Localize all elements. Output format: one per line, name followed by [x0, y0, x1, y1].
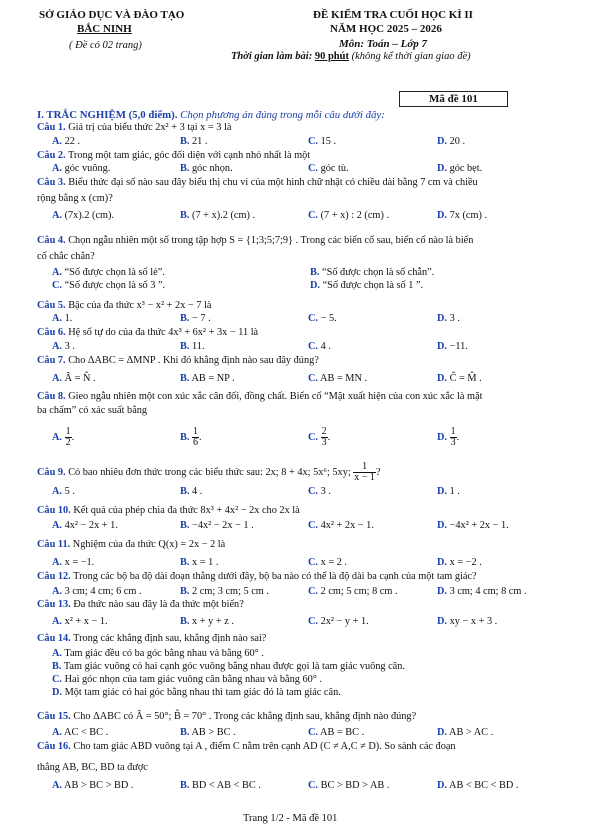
option-letter: D.: [310, 280, 321, 291]
answer-option[interactable]: [310, 280, 423, 291]
option-letter: B.: [180, 727, 190, 738]
option-denominator: 2: [65, 437, 71, 448]
question-text: [37, 391, 483, 403]
option-letter: A.: [52, 163, 63, 174]
option-letter: C.: [308, 616, 319, 627]
answer-option[interactable]: [180, 210, 255, 221]
option-text: x = 1 .: [192, 557, 219, 568]
question-number: Câu 14.: [37, 633, 71, 644]
question-number: Câu 15.: [37, 711, 71, 722]
fraction-numerator: 1: [353, 462, 376, 473]
option-letter: A.: [52, 616, 63, 627]
question-text-continued: [37, 193, 113, 205]
answer-option[interactable]: [180, 373, 235, 384]
option-letter: A.: [52, 373, 63, 384]
question-stem: Cho tam giác ABD vuông tại A , điểm C nằm trên cạnh AD (C ≠ A,C ≠ D). So sánh các đoạn: [73, 741, 456, 752]
option-text: BD < AB < BC .: [192, 780, 261, 791]
option-letter: B.: [180, 373, 190, 384]
option-denominator: 3: [450, 437, 456, 448]
option-letter: B.: [180, 586, 190, 597]
answer-option[interactable]: [52, 586, 142, 597]
question-tail: ?: [375, 466, 381, 478]
option-letter: D.: [437, 163, 448, 174]
option-letter: A.: [52, 648, 63, 659]
option-letter: B.: [52, 661, 62, 672]
time-label: Thời gian làm bài:: [231, 51, 313, 62]
option-text: − 7 .: [192, 313, 211, 324]
answer-option[interactable]: [52, 341, 75, 352]
answer-option[interactable]: [308, 486, 331, 497]
answer-option[interactable]: D. $\frac{1}{3}$ .: [437, 426, 460, 448]
option-text: Hai góc nhọn của tam giác vuông cân bằng nhau và bằng 60° .: [64, 674, 323, 685]
option-letter: D.: [437, 616, 448, 627]
question-stem: Đa thức nào sau đây là đa thức một biến?: [73, 599, 244, 610]
option-letter: B.: [180, 616, 190, 627]
option-letter: A.: [52, 431, 63, 443]
answer-option[interactable]: [437, 780, 518, 791]
option-letter: A.: [52, 267, 63, 278]
answer-option[interactable]: [52, 163, 110, 174]
option-text: 3 .: [320, 486, 331, 497]
option-text: 3 cm; 4 cm; 8 cm .: [449, 586, 527, 597]
option-text: 4 .: [192, 486, 203, 497]
option-letter: C.: [308, 210, 319, 221]
question-stem-line2: rộng bằng x (cm)?: [37, 193, 113, 204]
option-letter: A.: [52, 341, 63, 352]
option-letter: D.: [437, 520, 448, 531]
question-stem: Trong các bộ ba độ dài đoạn thẳng dưới đây, bộ ba nào có thể là độ dài ba cạnh của một tam giác?: [73, 571, 477, 582]
option-letter: D.: [52, 687, 63, 698]
option-text: (7 + x) : 2 (cm) .: [320, 210, 390, 221]
answer-option[interactable]: [180, 780, 261, 791]
option-text: 22 .: [64, 136, 81, 147]
question-number: Câu 3.: [37, 177, 66, 188]
question-number: Câu 11.: [37, 539, 71, 550]
option-text: 3 cm; 4 cm; 6 cm .: [64, 586, 142, 597]
answer-option[interactable]: [437, 727, 493, 738]
answer-option[interactable]: [52, 520, 118, 531]
question-text-continued: [37, 762, 148, 774]
time-note: (không kể thời gian giao đề): [351, 51, 471, 62]
option-text: Ĉ = M̂ .: [449, 373, 482, 384]
question-stem: Chọn ngẫu nhiên một số trong tập hợp S = {1;3;5;7;9} . Trong các biến cố sau, biến cố nào là biến: [68, 235, 474, 246]
question-number: Câu 2.: [37, 150, 66, 161]
answer-option[interactable]: [52, 486, 75, 497]
answer-option[interactable]: [437, 341, 468, 352]
option-text: “Số được chọn là số 1 ”.: [322, 280, 424, 291]
answer-option[interactable]: [52, 727, 108, 738]
option-letter: B.: [180, 210, 190, 221]
option-text: 20 .: [449, 136, 466, 147]
option-text: − 5.: [320, 313, 337, 324]
option-text: “Số được chọn là số chẵn”.: [322, 267, 435, 278]
option-letter: A.: [52, 136, 63, 147]
question-stem: Kết quả của phép chia đa thức 8x³ + 4x² − 2x cho 2x là: [73, 505, 300, 516]
option-letter: A.: [52, 557, 63, 568]
option-fraction: [450, 427, 457, 448]
question-number: Câu 10.: [37, 505, 71, 516]
page-footer: Trang 1/2 - Mã đề 101: [243, 813, 338, 824]
question-stem: Giá trị của biểu thức 2x² + 3 tại x = 3 là: [68, 122, 232, 133]
option-letter: B.: [310, 267, 320, 278]
province-name: BẮC NINH: [77, 23, 132, 35]
option-letter: A.: [52, 486, 63, 497]
question-text: [37, 177, 478, 189]
question-text: [37, 327, 258, 339]
option-letter: A.: [52, 586, 63, 597]
question-text: [37, 571, 477, 583]
option-text: −4x² − 2x − 1 .: [192, 520, 254, 531]
option-letter: C.: [308, 313, 319, 324]
option-letter: B.: [180, 557, 190, 568]
question-number: Câu 9.: [37, 466, 66, 478]
answer-option[interactable]: [52, 136, 80, 147]
option-letter: C.: [52, 674, 63, 685]
option-text: “Số được chọn là số 3 ”.: [64, 280, 166, 291]
option-text: Một tam giác có hai góc bằng nhau thì tam giác đó là tam giác cân.: [64, 687, 341, 698]
answer-option[interactable]: [52, 780, 133, 791]
answer-option[interactable]: [437, 586, 527, 597]
option-text: 2x² − y + 1.: [320, 616, 369, 627]
fraction-expression: [353, 462, 376, 483]
section-title: I. TRẮC NGHIỆM (5,0 điểm).: [37, 109, 178, 121]
option-text: 1 .: [449, 486, 460, 497]
option-letter: C.: [308, 727, 319, 738]
option-text: x + y + z .: [192, 616, 234, 627]
question-text: [37, 741, 456, 753]
question-stem-line2: ba chấm” có xác suất bằng: [37, 405, 148, 416]
option-text: Tam giác đều có ba góc bằng nhau và bằng 60° .: [64, 648, 264, 659]
option-text: 7x (cm) .: [449, 210, 488, 221]
question-text: [37, 150, 310, 162]
question-number: Câu 13.: [37, 599, 71, 610]
option-text: 1.: [64, 313, 73, 324]
fraction-denominator: x − 1: [354, 472, 375, 483]
option-text: BC > BD > AB .: [320, 780, 390, 791]
option-letter: D.: [437, 313, 448, 324]
option-text: Â = N̂ .: [64, 373, 96, 384]
option-text: xy − x + 3 .: [449, 616, 498, 627]
option-text: AB = NP .: [191, 373, 235, 384]
answer-option[interactable]: [52, 280, 165, 291]
option-letter: C.: [308, 136, 319, 147]
answer-option[interactable]: [308, 520, 374, 531]
option-text: 2 cm; 5 cm; 8 cm .: [320, 586, 398, 597]
question-stem: Nghiệm của đa thức Q(x) = 2x − 2 là: [72, 539, 226, 550]
option-text: Tam giác vuông có hai cạnh góc vuông bằng nhau được gọi là tam giác vuông cân.: [63, 661, 405, 672]
option-text: AB > AC .: [449, 727, 494, 738]
option-letter: B.: [180, 313, 190, 324]
exam-time: [231, 51, 471, 62]
answer-option[interactable]: B. $\frac{1}{6}$ .: [180, 426, 202, 448]
answer-option[interactable]: C. $\frac{2}{3}$ .: [308, 426, 331, 448]
option-letter: D.: [437, 136, 448, 147]
answer-option[interactable]: [437, 313, 460, 324]
answer-option[interactable]: [437, 616, 497, 627]
option-letter: B.: [180, 136, 190, 147]
option-letter: D.: [437, 727, 448, 738]
answer-option[interactable]: [308, 727, 364, 738]
option-letter: D.: [437, 557, 448, 568]
question-text: [37, 122, 231, 134]
question-text: [37, 235, 473, 247]
option-letter: D.: [437, 431, 448, 443]
question-text: [37, 633, 266, 645]
option-letter: B.: [180, 520, 190, 531]
answer-option[interactable]: [180, 486, 202, 497]
option-letter: D.: [437, 341, 448, 352]
answer-option[interactable]: [52, 373, 96, 384]
option-text: 3 .: [449, 313, 460, 324]
option-letter: D.: [437, 586, 448, 597]
option-letter: C.: [308, 586, 319, 597]
question-stem: Cho ΔABC = ΔMNP . Khi đó khẳng định nào sau đây đúng?: [68, 355, 319, 366]
option-text: 15 .: [320, 136, 337, 147]
option-letter: B.: [180, 431, 190, 443]
option-letter: D.: [437, 486, 448, 497]
answer-option[interactable]: [308, 313, 337, 324]
option-text: 2 cm; 3 cm; 5 cm .: [192, 586, 269, 597]
option-letter: B.: [180, 163, 190, 174]
question-number: Câu 7.: [37, 355, 66, 366]
exam-title: ĐỀ KIỂM TRA CUỐI HỌC KÌ II: [313, 9, 473, 21]
answer-option[interactable]: [437, 136, 465, 147]
section-heading: [37, 109, 385, 121]
question-stem: Gieo ngẫu nhiên một con xúc xắc cân đối, đồng chất. Biến cố “Mặt xuất hiện của con xúc xắc là mặt: [68, 391, 483, 402]
answer-option[interactable]: [52, 661, 405, 672]
subject-label: Môn: Toán – Lớp 7: [339, 38, 428, 50]
option-letter: B.: [180, 486, 190, 497]
option-text: góc tù.: [320, 163, 349, 174]
answer-option[interactable]: [308, 163, 349, 174]
question-stem: Trong một tam giác, góc đối diện với cạnh nhỏ nhất là một: [68, 150, 311, 161]
option-text: AB < BC < BD .: [449, 780, 519, 791]
option-text: x = −2 .: [449, 557, 482, 568]
answer-option[interactable]: [180, 616, 234, 627]
question-text-continued: [37, 251, 95, 263]
option-letter: A.: [52, 313, 63, 324]
question-stem: Cho ΔABC có Â = 50°; B̂ = 70° . Trong các khẳng định sau, khẳng định nào đúng?: [73, 711, 417, 722]
answer-option[interactable]: [310, 267, 434, 278]
question-text: [37, 505, 300, 517]
question-text: [37, 599, 244, 611]
option-text: 21 .: [192, 136, 208, 147]
question-number: Câu 12.: [37, 571, 71, 582]
answer-option[interactable]: [308, 616, 369, 627]
question-number: Câu 6.: [37, 327, 66, 338]
option-text: AB > BC .: [191, 727, 236, 738]
option-letter: D.: [437, 210, 448, 221]
option-letter: C.: [308, 341, 319, 352]
question-number: Câu 8.: [37, 391, 66, 402]
answer-option[interactable]: [437, 373, 482, 384]
answer-option[interactable]: [180, 520, 254, 531]
question-number: Câu 1.: [37, 122, 66, 133]
question-text: [37, 462, 381, 483]
time-value: 90 phút: [314, 51, 349, 62]
option-text: góc bẹt.: [449, 163, 483, 174]
school-year: NĂM HỌC 2025 – 2026: [330, 23, 442, 35]
answer-option[interactable]: [308, 341, 331, 352]
option-letter: D.: [437, 373, 448, 384]
answer-option[interactable]: A. $\frac{1}{2}$ .: [52, 426, 75, 448]
answer-option[interactable]: [180, 341, 205, 352]
option-text: AB = BC .: [320, 727, 365, 738]
option-text: AB > BC > BD .: [64, 780, 134, 791]
option-letter: A.: [52, 520, 63, 531]
question-stem: Có bao nhiêu đơn thức trong các biểu thức sau: 2x; 8 + 4x; 5x⁶; 5xy;: [68, 466, 351, 478]
answer-option[interactable]: [52, 313, 72, 324]
answer-option[interactable]: [437, 210, 487, 221]
option-letter: C.: [308, 780, 319, 791]
option-text: 5 .: [64, 486, 75, 497]
question-text: [37, 300, 211, 312]
answer-option[interactable]: [308, 136, 336, 147]
question-text-continued: [37, 405, 147, 417]
question-text: [37, 539, 225, 551]
option-text: “Số được chọn là số lẻ”.: [64, 267, 165, 278]
option-letter: C.: [308, 431, 319, 443]
option-text: góc vuông.: [64, 163, 111, 174]
option-letter: B.: [180, 780, 190, 791]
answer-option[interactable]: [52, 674, 322, 685]
question-stem-line2: cố chắc chắn?: [37, 251, 95, 262]
option-fraction: [192, 427, 199, 448]
answer-option[interactable]: [180, 557, 218, 568]
option-fraction: [65, 427, 72, 448]
answer-option[interactable]: [308, 586, 398, 597]
question-stem: Bậc của đa thức x³ − x² + 2x − 7 là: [68, 300, 212, 311]
option-numerator: 2: [321, 426, 327, 437]
section-instruction: Chọn phương án đúng trong mỗi câu dưới đây:: [180, 109, 385, 121]
option-text: (7x).2 (cm).: [64, 210, 115, 221]
option-numerator: 1: [450, 426, 456, 437]
option-text: x = −1.: [64, 557, 95, 568]
option-text: 3 .: [64, 341, 75, 352]
question-number: Câu 4.: [37, 235, 66, 246]
option-letter: C.: [308, 373, 319, 384]
answer-option[interactable]: [180, 586, 269, 597]
answer-option[interactable]: [437, 520, 509, 531]
option-text: x² + x − 1.: [64, 616, 108, 627]
option-text: 4x² − 2x + 1.: [64, 520, 118, 531]
option-letter: C.: [52, 280, 63, 291]
answer-option[interactable]: [180, 727, 236, 738]
answer-option[interactable]: [437, 486, 460, 497]
option-text: −4x² + 2x − 1.: [449, 520, 509, 531]
question-number: Câu 16.: [37, 741, 71, 752]
question-stem: Trong các khẳng định sau, khẳng định nào sai?: [73, 633, 267, 644]
question-stem: Biểu thức đại số nào sau đây biểu thị chu vi của một hình chữ nhật có chiều dài bằng 7 cm và chiều: [68, 177, 478, 188]
question-stem-line2: thẳng AB, BC, BD ta được: [37, 762, 148, 773]
answer-option[interactable]: [180, 136, 207, 147]
question-text: [37, 355, 319, 367]
answer-option[interactable]: [308, 557, 347, 568]
question-number: Câu 5.: [37, 300, 66, 311]
answer-option[interactable]: [437, 557, 482, 568]
answer-option[interactable]: [308, 780, 389, 791]
question-text: [37, 711, 416, 723]
answer-option[interactable]: [52, 648, 264, 659]
answer-option[interactable]: [52, 616, 108, 627]
option-text: 11.: [192, 341, 205, 352]
option-text: AC < BC .: [64, 727, 109, 738]
option-denominator: 3: [321, 437, 327, 448]
answer-option[interactable]: [52, 687, 341, 698]
option-numerator: 1: [65, 426, 71, 437]
option-text: góc nhọn.: [192, 163, 233, 174]
option-text: 4x² + 2x − 1.: [320, 520, 374, 531]
answer-option[interactable]: [52, 210, 114, 221]
answer-option[interactable]: [180, 163, 233, 174]
option-letter: A.: [52, 780, 63, 791]
option-text: AB = MN .: [320, 373, 368, 384]
option-text: x = 2 .: [320, 557, 347, 568]
answer-option[interactable]: [180, 313, 211, 324]
option-letter: C.: [308, 163, 319, 174]
answer-option[interactable]: [437, 163, 482, 174]
option-text: −11.: [449, 341, 468, 352]
option-letter: C.: [308, 486, 319, 497]
option-text: 4 .: [320, 341, 331, 352]
option-denominator: 6: [193, 437, 199, 448]
answer-option[interactable]: [308, 210, 389, 221]
question-stem: Hệ số tự do của đa thức 4x³ + 6x² + 3x − 11 là: [68, 327, 259, 338]
page-count-note: ( Đề có 02 trang): [69, 40, 142, 51]
option-letter: A.: [52, 210, 63, 221]
option-letter: C.: [308, 557, 319, 568]
option-letter: B.: [180, 341, 190, 352]
answer-option[interactable]: [52, 267, 165, 278]
option-letter: D.: [437, 780, 448, 791]
option-letter: A.: [52, 727, 63, 738]
answer-option[interactable]: [52, 557, 94, 568]
option-numerator: 1: [193, 426, 199, 437]
department-name: SỞ GIÁO DỤC VÀ ĐÀO TẠO: [39, 9, 185, 21]
exam-code-box: Mã đề 101: [399, 91, 508, 107]
answer-option[interactable]: [308, 373, 367, 384]
option-letter: C.: [308, 520, 319, 531]
option-fraction: [321, 427, 328, 448]
option-text: (7 + x).2 (cm) .: [192, 210, 256, 221]
